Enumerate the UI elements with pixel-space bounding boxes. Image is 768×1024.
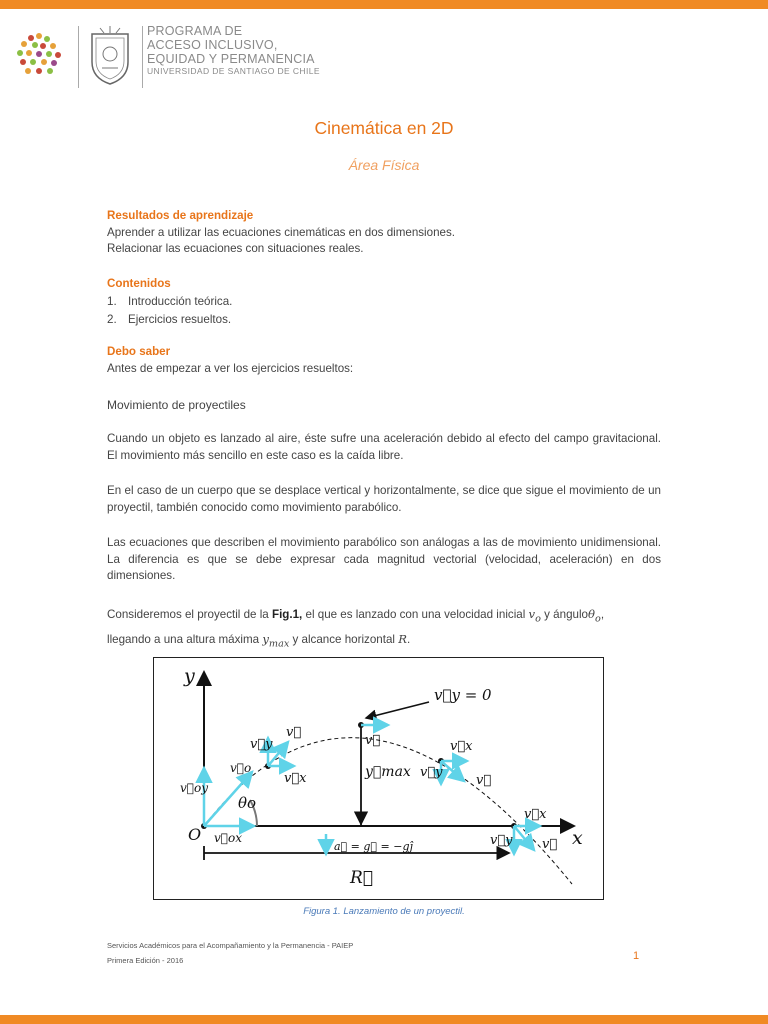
- resultados-heading: Resultados de aprendizaje: [107, 209, 254, 222]
- university-name: UNIVERSIDAD DE SANTIAGO DE CHILE: [147, 66, 320, 76]
- paragraph-4: Consideremos el proyectil de la Fig.1, el que es lanzado con una velocidad inicial $v_o$ y ánguloθ$_o$, llegando a una altura máxima $y_{max}$ y alcance horizontal R.: [107, 607, 605, 650]
- vy-label-3: v⃗y: [420, 765, 443, 780]
- document-title: Cinemática en 2D: [314, 118, 454, 138]
- footer: [107, 938, 353, 968]
- paragraph-3: Las ecuaciones que describen el movimiento parabólico son análogas a las de movimiento unidimensional. La diferencia es que se debe expresar cada magnitud vectorial (velocidad, aceleración) en dos dimensiones.: [107, 536, 661, 582]
- projectile-figure: [153, 657, 604, 900]
- program-line-3: EQUIDAD Y PERMANENCIA: [147, 52, 315, 66]
- section-debo-saber: [107, 344, 661, 377]
- v-label-3: v⃗: [476, 773, 492, 788]
- x-axis-label: x: [572, 827, 583, 849]
- bottom-orange-bar: [0, 1015, 768, 1024]
- p4-text-d: llegando a una altura máxima: [107, 633, 260, 647]
- section-resultados: [107, 208, 661, 258]
- vy-zero-label: v⃗y = 0: [434, 686, 492, 704]
- program-name: [147, 24, 320, 77]
- contenidos-item-1: 1. Introducción teórica.: [107, 294, 233, 308]
- program-line-2: ACCESO INCLUSIVO,: [147, 38, 278, 52]
- section-contenidos: [107, 276, 661, 329]
- figure-caption: Figura 1. Lanzamiento de un proyectil.: [303, 906, 465, 917]
- v-vector-3: [441, 761, 464, 781]
- fig-reference: Fig.1,: [271, 608, 303, 621]
- projectile-diagram: [154, 658, 603, 899]
- vy-label-1: v⃗y: [250, 737, 273, 752]
- page-number: 1: [633, 950, 640, 962]
- paragraph-2: En el caso de un cuerpo que se desplace vertical y horizontalmente, se dice que sigue el movimiento de un proyectil, también conocido como movimiento parabólico.: [107, 484, 661, 514]
- vo-label: v⃗o: [230, 761, 252, 775]
- acceleration-label: a⃗ = g⃗ = −gĵ: [334, 840, 413, 853]
- footer-line-1: Servicios Académicos para el Acompañamiento y la Permanencia - PAIEP: [107, 941, 354, 950]
- voy-label: v⃗oy: [180, 781, 208, 795]
- y-axis-label: y: [184, 665, 195, 687]
- resultados-line-1: Aprender a utilizar las ecuaciones cinemáticas en dos dimensiones.: [107, 225, 455, 239]
- trajectory-curve: [204, 738, 572, 884]
- origin-label: O: [188, 825, 202, 844]
- resultados-line-2: Relacionar las ecuaciones con situaciones reales.: [107, 242, 364, 255]
- v-label-apex: v⃗: [365, 733, 381, 748]
- p4-text-c: y ángulo: [544, 608, 588, 621]
- v-label-1: v⃗: [286, 725, 302, 740]
- program-line-1: PROGRAMA DE: [147, 24, 243, 38]
- tree-logo-icon: [12, 28, 66, 82]
- university-crest-icon: [86, 24, 134, 86]
- contenidos-heading: Contenidos: [107, 277, 171, 290]
- v-label-4: v⃗: [542, 837, 558, 852]
- R-symbol: R: [398, 632, 407, 647]
- ymax-symbol: $y_{max}$: [262, 632, 290, 650]
- mov-heading: Movimiento de proyectiles: [107, 398, 246, 412]
- vx-label-3: v⃗x: [450, 739, 473, 754]
- header: [12, 24, 412, 90]
- contenidos-item-2-text: Ejercicios resueltos.: [128, 313, 232, 326]
- document-subtitle: Área Física: [348, 157, 420, 173]
- theta-label: θo: [238, 794, 257, 812]
- header-divider: [78, 26, 79, 88]
- range-label: R⃗: [350, 868, 374, 888]
- vx-label-4: v⃗x: [524, 807, 547, 822]
- paragraph-1: Cuando un objeto es lanzado al aire, éste sufre una aceleración debido al efecto del campo gravitacional. El movimiento más sencillo en este caso es la caída libre.: [107, 432, 661, 462]
- debo-heading: Debo saber: [107, 345, 171, 358]
- top-orange-bar: [0, 0, 768, 9]
- p4-text-e: y alcance horizontal: [292, 633, 395, 647]
- debo-text: Antes de empezar a ver los ejercicios resueltos:: [107, 361, 354, 375]
- theta0-symbol: $\theta_o$: [588, 607, 601, 625]
- vy-label-4: v⃗y: [490, 833, 513, 848]
- ymax-label: y⃗max: [365, 764, 411, 780]
- footer-line-2: Primera Edición - 2016: [107, 956, 184, 965]
- contenidos-item-1-text: Introducción teórica.: [128, 294, 233, 308]
- contenidos-item-2: 2. Ejercicios resueltos.: [107, 313, 232, 326]
- p4-text-b: el que es lanzado con una velocidad inicial: [305, 608, 526, 621]
- header-divider-2: [142, 26, 143, 88]
- v0-symbol: $v_o$: [528, 607, 541, 625]
- vox-label: v⃗ox: [214, 831, 242, 845]
- vy-zero-pointer: [366, 702, 429, 718]
- vx-label-1: v⃗x: [284, 771, 307, 786]
- p4-text-a: Consideremos el proyectil de la: [107, 608, 269, 621]
